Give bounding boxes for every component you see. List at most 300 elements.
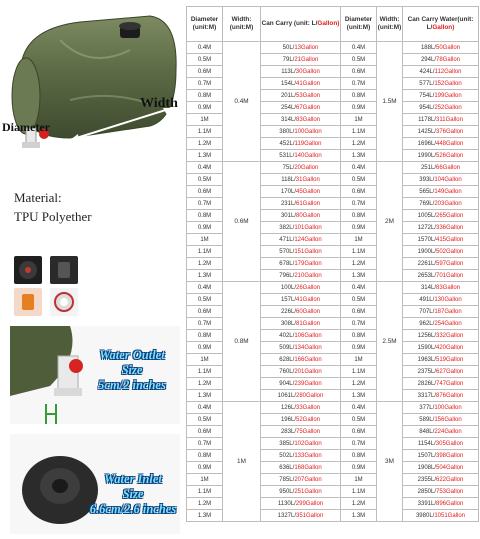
capacity-cell-2: 1507L/398Gallon xyxy=(403,450,479,462)
capacity-cell-2-liters: 707L xyxy=(419,308,433,315)
capacity-cell-liters: 382L xyxy=(279,224,293,231)
outlet-size-label: Water Outlet Size 5cm/2 inches xyxy=(98,348,166,392)
capacity-cell-2-gallons: 747Gallon xyxy=(436,380,464,387)
capacity-cell-liters: 471L xyxy=(279,236,293,243)
capacity-cell-2: 769L/203Gallon xyxy=(403,198,479,210)
diameter-cell-2: 0.6M xyxy=(341,66,377,78)
capacity-cell-gallons: 101Gallon xyxy=(294,224,322,231)
capacity-cell-liters: 254L xyxy=(280,104,295,111)
capacity-cell-2-liters: 577L xyxy=(419,80,433,87)
capacity-cell-2: 1005L/265Gallon xyxy=(403,210,479,222)
capacity-cell: 402L/106Gallon xyxy=(261,330,341,342)
capacity-cell-2-liters: 1696L xyxy=(417,140,435,147)
width-header-2: Width: (unit:M) xyxy=(377,7,403,42)
capacity-cell-2-liters: 314L xyxy=(420,284,435,291)
capacity-cell: 796L/210Gallon xyxy=(261,270,341,282)
diameter-cell-2: 0.6M xyxy=(341,426,377,438)
diameter-cell-2: 0.9M xyxy=(341,462,377,474)
diameter-cell: 1.1M xyxy=(187,126,223,138)
capacity-cell-2: 707L/187Gallon xyxy=(403,306,479,318)
diameter-cell: 1.2M xyxy=(187,378,223,390)
capacity-cell: 1061L/280Gallon xyxy=(261,390,341,402)
capacity-cell-2-liters: 3317L xyxy=(417,392,435,399)
table-row xyxy=(187,402,479,414)
width-cell: 0.6M xyxy=(223,162,261,282)
capacity-cell-gallons: 53Gallon xyxy=(296,92,321,99)
capacity-cell-2-liters: 2826L xyxy=(417,380,435,387)
capacity-cell-2-liters: 294L xyxy=(420,56,435,63)
capacity-cell-liters: 452L xyxy=(279,140,293,147)
capacity-cell-2: 188L/50Gallon xyxy=(403,42,479,54)
capacity-cell-2-liters: 1154L xyxy=(417,440,435,447)
capacity-cell-gallons: 41Gallon xyxy=(296,296,321,303)
diameter-cell-2: 0.7M xyxy=(341,318,377,330)
diameter-cell: 0.9M xyxy=(187,342,223,354)
capacity-cell-2: 1570L/415Gallon xyxy=(403,234,479,246)
diameter-cell: 1.1M xyxy=(187,246,223,258)
width-cell: 0.8M xyxy=(223,282,261,402)
capacity-cell-2-gallons: 519Gallon xyxy=(436,356,464,363)
capacity-cell-liters: 113L xyxy=(281,68,295,75)
diameter-cell-2: 1.1M xyxy=(341,486,377,498)
table-row xyxy=(187,282,479,294)
capacity-cell-gallons: 60Gallon xyxy=(296,308,321,315)
diameter-cell: 1.3M xyxy=(187,150,223,162)
diameter-cell-2: 1.3M xyxy=(341,270,377,282)
capacity-cell-liters: 154L xyxy=(280,80,295,87)
capacity-cell-2: 3391L/896Gallon xyxy=(403,498,479,510)
capacity-cell-2-liters: 491L xyxy=(419,296,433,303)
diameter-cell: 0.4M xyxy=(187,282,223,294)
capacity-cell-2: 2375L/627Gallon xyxy=(403,366,479,378)
capacity-cell-2-gallons: 448Gallon xyxy=(436,140,464,147)
capacity-cell-2-gallons: 627Gallon xyxy=(436,368,464,375)
diameter-cell: 0.5M xyxy=(187,414,223,426)
capacity-cell-2-gallons: 896Gallon xyxy=(436,500,464,507)
capacity-cell-2: 3317L/876Gallon xyxy=(403,390,479,402)
width-cell: 1M xyxy=(223,402,261,522)
capacity-cell-2-gallons: 1051Gallon xyxy=(434,512,466,519)
capacity-cell-2-gallons: 112Gallon xyxy=(434,68,462,75)
diameter-cell-2: 0.8M xyxy=(341,210,377,222)
diameter-cell: 1.3M xyxy=(187,510,223,522)
capacity-cell-2-gallons: 252Gallon xyxy=(434,104,462,111)
capacity-cell-liters: 226L xyxy=(280,308,295,315)
capacity-cell: 196L/52Gallon xyxy=(261,414,341,426)
capacity-cell-liters: 196L xyxy=(280,416,295,423)
capacity-cell-gallons: 20Gallon xyxy=(294,164,319,171)
capacity-cell-2: 2261L/597Gallon xyxy=(403,258,479,270)
capacity-cell-2-liters: 1507L xyxy=(417,452,435,459)
width-cell-2: 2M xyxy=(377,162,403,282)
diameter-cell-2: 0.7M xyxy=(341,198,377,210)
capacity-cell-2-liters: 589L xyxy=(419,416,433,423)
capacity-cell-liters: 283L xyxy=(280,428,295,435)
capacity-cell-2-gallons: 78Gallon xyxy=(436,56,461,63)
capacity-cell-liters: 201L xyxy=(280,92,295,99)
capacity-cell-gallons: 134Gallon xyxy=(294,344,322,351)
diameter-header-2: Diameter (unit:M) xyxy=(341,7,377,42)
diameter-cell: 0.4M xyxy=(187,162,223,174)
capacity-cell-2-liters: 1272L xyxy=(417,224,435,231)
capacity-cell: 126L/33Gallon xyxy=(261,402,341,414)
diameter-cell-2: 0.5M xyxy=(341,414,377,426)
capacity-cell: 452L/119Gallon xyxy=(261,138,341,150)
capacity-cell-liters: 570L xyxy=(279,248,293,255)
capacity-cell: 904L/239Gallon xyxy=(261,378,341,390)
capacity-cell-gallons: 26Gallon xyxy=(296,284,321,291)
capacity-cell: 471L/124Gallon xyxy=(261,234,341,246)
diameter-cell-2: 0.9M xyxy=(341,222,377,234)
capacity-cell-2-gallons: 305Gallon xyxy=(435,440,464,447)
diameter-cell-2: 0.4M xyxy=(341,282,377,294)
capacity-cell-gallons: 81Gallon xyxy=(296,320,321,327)
capacity-cell-gallons: 67Gallon xyxy=(296,104,321,111)
capacity-cell-liters: 904L xyxy=(279,380,293,387)
capacity-cell-gallons: 13Gallon xyxy=(294,44,319,51)
capacity-cell-2-gallons: 50Gallon xyxy=(436,44,461,51)
capacity-cell-2-liters: 2355L xyxy=(417,476,435,483)
diameter-cell: 0.9M xyxy=(187,462,223,474)
capacity-cell-2-gallons: 130Gallon xyxy=(434,296,462,303)
capacity-cell-gallons: 61Gallon xyxy=(296,200,321,207)
diameter-cell-2: 1.3M xyxy=(341,150,377,162)
capacity-cell-gallons: 151Gallon xyxy=(294,248,322,255)
capacity-header: Can Carry (unit: L/Gallon) xyxy=(261,7,341,42)
capacity-cell-2-liters: 1256L xyxy=(417,332,435,339)
diameter-cell-2: 1.2M xyxy=(341,498,377,510)
capacity-cell-2: 962L/254Gallon xyxy=(403,318,479,330)
capacity-cell-2-liters: 1178L xyxy=(418,116,435,123)
capacity-cell-2-gallons: 187Gallon xyxy=(434,308,462,315)
diameter-cell-2: 0.5M xyxy=(341,174,377,186)
capacity-cell-2: 3980L/1051Gallon xyxy=(403,510,479,522)
capacity-cell-gallons: 201Gallon xyxy=(294,368,322,375)
capacity-cell-2-liters: 565L xyxy=(419,188,433,195)
capacity-header-2: Can Carry Water(unit: L/Gallon) xyxy=(403,7,479,42)
capacity-cell-liters: 157L xyxy=(280,296,295,303)
diameter-cell-2: 0.9M xyxy=(341,102,377,114)
diameter-cell-2: 1.2M xyxy=(341,378,377,390)
width-cell-2: 3M xyxy=(377,402,403,522)
diameter-cell: 0.8M xyxy=(187,90,223,102)
cap-thumbnail xyxy=(14,256,42,284)
water-tank-drawing xyxy=(0,0,184,168)
capacity-cell-2: 314L/83Gallon xyxy=(403,282,479,294)
capacity-cell-2: 1990L/526Gallon xyxy=(403,150,479,162)
capacity-cell-2-liters: 848L xyxy=(419,428,433,435)
capacity-cell-gallons: 83Gallon xyxy=(296,116,321,123)
capacity-cell-2-gallons: 622Gallon xyxy=(436,476,464,483)
capacity-cell-2-gallons: 502Gallon xyxy=(436,248,464,255)
diameter-cell: 0.7M xyxy=(187,318,223,330)
capacity-cell-2-gallons: 311Gallon xyxy=(436,116,463,123)
capacity-cell-2-gallons: 66Gallon xyxy=(436,164,461,171)
capacity-cell: 314L/83Gallon xyxy=(261,114,341,126)
capacity-cell-gallons: 140Gallon xyxy=(294,152,322,159)
width-cell-2: 2.5M xyxy=(377,282,403,402)
capacity-cell: 636L/168Gallon xyxy=(261,462,341,474)
capacity-cell: 1327L/351Gallon xyxy=(261,510,341,522)
capacity-cell: 950L/251Gallon xyxy=(261,486,341,498)
capacity-cell-2-gallons: 224Gallon xyxy=(434,428,462,435)
diameter-cell-2: 0.7M xyxy=(341,78,377,90)
capacity-cell-liters: 760L xyxy=(279,368,293,375)
capacity-cell-2: 589L/156Gallon xyxy=(403,414,479,426)
diameter-cell: 1.1M xyxy=(187,366,223,378)
diameter-cell-2: 0.6M xyxy=(341,186,377,198)
diameter-cell: 0.5M xyxy=(187,54,223,66)
capacity-cell: 201L/53Gallon xyxy=(261,90,341,102)
capacity-table xyxy=(186,6,479,522)
diameter-cell-2: 1M xyxy=(341,234,377,246)
capacity-cell: 760L/201Gallon xyxy=(261,366,341,378)
capacity-cell-2: 1154L/305Gallon xyxy=(403,438,479,450)
capacity-cell: 157L/41Gallon xyxy=(261,294,341,306)
capacity-cell-2-liters: 2375L xyxy=(417,368,435,375)
diameter-cell: 0.5M xyxy=(187,174,223,186)
capacity-cell-2-gallons: 156Gallon xyxy=(434,416,462,423)
capacity-cell-liters: 628L xyxy=(279,356,293,363)
capacity-cell-gallons: 207Gallon xyxy=(294,476,322,483)
capacity-cell: 50L/13Gallon xyxy=(261,42,341,54)
diameter-cell: 0.9M xyxy=(187,222,223,234)
capacity-cell-2-liters: 1908L xyxy=(417,464,435,471)
capacity-cell-2: 1590L/420Gallon xyxy=(403,342,479,354)
diameter-cell: 1.1M xyxy=(187,486,223,498)
capacity-cell-liters: 678L xyxy=(279,260,293,267)
capacity-cell-2-gallons: 152Gallon xyxy=(434,80,462,87)
capacity-cell-2: 424L/112Gallon xyxy=(403,66,479,78)
capacity-cell-2-gallons: 199Gallon xyxy=(434,92,462,99)
capacity-cell-2: 2850L/753Gallon xyxy=(403,486,479,498)
capacity-cell-2-liters: 3391L xyxy=(417,500,435,507)
capacity-cell-2-liters: 1590L xyxy=(417,344,435,351)
capacity-cell-liters: 380L xyxy=(279,128,293,135)
capacity-cell-2: 1272L/336Gallon xyxy=(403,222,479,234)
capacity-cell-gallons: 251Gallon xyxy=(294,488,322,495)
capacity-cell-liters: 502L xyxy=(279,452,293,459)
capacity-cell-2: 1178L/311Gallon xyxy=(403,114,479,126)
capacity-cell-2-liters: 3980L xyxy=(415,512,433,519)
capacity-cell: 570L/151Gallon xyxy=(261,246,341,258)
capacity-cell-2: 294L/78Gallon xyxy=(403,54,479,66)
capacity-cell-liters: 785L xyxy=(279,476,293,483)
capacity-cell-2: 2355L/622Gallon xyxy=(403,474,479,486)
capacity-cell-2-liters: 2850L xyxy=(417,488,435,495)
diameter-label: Diameter xyxy=(2,120,50,134)
capacity-cell-2-gallons: 149Gallon xyxy=(434,188,462,195)
capacity-cell-2: 1963L/519Gallon xyxy=(403,354,479,366)
capacity-cell-gallons: 119Gallon xyxy=(294,140,322,147)
diameter-cell: 0.8M xyxy=(187,450,223,462)
diameter-cell: 0.7M xyxy=(187,438,223,450)
product-illustration-panel xyxy=(0,0,184,538)
capacity-cell-liters: 170L xyxy=(280,188,295,195)
capacity-cell: 385L/102Gallon xyxy=(261,438,341,450)
capacity-cell-2: 393L/104Gallon xyxy=(403,174,479,186)
capacity-cell-2-gallons: 597Gallon xyxy=(436,260,464,267)
diameter-cell-2: 0.4M xyxy=(341,162,377,174)
capacity-cell-2-gallons: 876Gallon xyxy=(436,392,464,399)
capacity-cell-gallons: 30Gallon xyxy=(295,68,320,75)
water-tank-image xyxy=(0,0,184,168)
diameter-cell-2: 0.5M xyxy=(341,294,377,306)
capacity-cell-2: 251L/66Gallon xyxy=(403,162,479,174)
capacity-cell-2-gallons: 104Gallon xyxy=(434,176,462,183)
capacity-cell-liters: 126L xyxy=(280,404,295,411)
capacity-cell-liters: 402L xyxy=(279,332,293,339)
width-cell: 0.4M xyxy=(223,42,261,162)
diameter-cell-2: 1M xyxy=(341,354,377,366)
diameter-cell: 0.8M xyxy=(187,210,223,222)
diameter-cell: 1.3M xyxy=(187,270,223,282)
capacity-cell-2: 1696L/448Gallon xyxy=(403,138,479,150)
capacity-cell-2-gallons: 420Gallon xyxy=(436,344,464,351)
capacity-cell-2: 848L/224Gallon xyxy=(403,426,479,438)
capacity-cell-gallons: 102Gallon xyxy=(294,440,322,447)
capacity-cell-liters: 301L xyxy=(280,212,295,219)
diameter-cell-2: 0.6M xyxy=(341,306,377,318)
diameter-cell-2: 0.8M xyxy=(341,450,377,462)
capacity-cell-2-liters: 251L xyxy=(420,164,435,171)
capacity-cell-2-gallons: 336Gallon xyxy=(436,224,464,231)
capacity-cell-liters: 231L xyxy=(280,200,295,207)
diameter-cell: 1M xyxy=(187,234,223,246)
capacity-cell-liters: 308L xyxy=(280,320,295,327)
capacity-cell-2-liters: 1963L xyxy=(417,356,435,363)
diameter-cell: 1M xyxy=(187,474,223,486)
capacity-cell: 678L/179Gallon xyxy=(261,258,341,270)
capacity-cell-gallons: 133Gallon xyxy=(294,452,322,459)
capacity-cell: 502L/133Gallon xyxy=(261,450,341,462)
capacity-cell-2-gallons: 753Gallon xyxy=(436,488,464,495)
width-label: Width xyxy=(140,96,178,111)
capacity-cell-liters: 100L xyxy=(280,284,295,291)
inlet-size-label: Water Inlet Size 6.6cm/2.6 inches xyxy=(89,472,177,516)
diameter-cell: 0.4M xyxy=(187,402,223,414)
width-cell-2: 1.5M xyxy=(377,42,403,162)
capacity-cell: 100L/26Gallon xyxy=(261,282,341,294)
capacity-cell-gallons: 239Gallon xyxy=(294,380,322,387)
diameter-cell-2: 1.1M xyxy=(341,366,377,378)
capacity-cell-2-gallons: 265Gallon xyxy=(436,212,464,219)
diameter-cell: 1M xyxy=(187,354,223,366)
capacity-cell-2-gallons: 254Gallon xyxy=(434,320,462,327)
capacity-cell-2-gallons: 415Gallon xyxy=(436,236,464,243)
capacity-cell-gallons: 280Gallon xyxy=(296,392,324,399)
capacity-cell-2: 754L/199Gallon xyxy=(403,90,479,102)
diameter-cell-2: 0.8M xyxy=(341,330,377,342)
diameter-cell: 0.9M xyxy=(187,102,223,114)
capacity-cell-gallons: 31Gallon xyxy=(295,176,320,183)
capacity-cell-gallons: 299Gallon xyxy=(295,500,324,507)
capacity-cell-gallons: 166Gallon xyxy=(294,356,322,363)
capacity-cell-liters: 531L xyxy=(279,152,293,159)
diameter-cell: 0.7M xyxy=(187,198,223,210)
diameter-cell-2: 1.2M xyxy=(341,138,377,150)
capacity-cell-2-gallons: 83Gallon xyxy=(436,284,461,291)
diameter-cell: 0.7M xyxy=(187,78,223,90)
capacity-cell: 301L/80Gallon xyxy=(261,210,341,222)
table-row xyxy=(187,162,479,174)
diameter-header: Diameter (unit:M) xyxy=(187,7,223,42)
table-body xyxy=(187,42,479,522)
capacity-cell-2-liters: 377L xyxy=(419,404,433,411)
diameter-cell: 1.3M xyxy=(187,390,223,402)
capacity-cell-gallons: 100Gallon xyxy=(294,128,322,135)
capacity-cell-2-gallons: 398Gallon xyxy=(436,452,464,459)
table-header-row xyxy=(187,7,479,42)
capacity-cell-2-liters: 962L xyxy=(419,320,433,327)
diameter-cell: 1.2M xyxy=(187,138,223,150)
capacity-cell-gallons: 33Gallon xyxy=(296,404,321,411)
diameter-cell-2: 1M xyxy=(341,474,377,486)
capacity-cell: 628L/166Gallon xyxy=(261,354,341,366)
diameter-cell: 0.6M xyxy=(187,306,223,318)
capacity-cell: 170L/45Gallon xyxy=(261,186,341,198)
capacity-cell-gallons: 106Gallon xyxy=(294,332,322,339)
capacity-cell-2: 377L/100Gallon xyxy=(403,402,479,414)
capacity-cell-2-liters: 424L xyxy=(419,68,433,75)
diameter-cell: 1.2M xyxy=(187,498,223,510)
capacity-cell-liters: 314L xyxy=(280,116,295,123)
capacity-cell: 113L/30Gallon xyxy=(261,66,341,78)
capacity-cell-2-liters: 769L xyxy=(419,200,433,207)
capacity-cell: 531L/140Gallon xyxy=(261,150,341,162)
capacity-cell-2-liters: 393L xyxy=(419,176,433,183)
capacity-cell: 79L/21Gallon xyxy=(261,54,341,66)
capacity-cell-2-gallons: 526Gallon xyxy=(436,152,464,159)
capacity-cell-2: 2653L/701Gallon xyxy=(403,270,479,282)
capacity-cell: 226L/60Gallon xyxy=(261,306,341,318)
diameter-cell-2: 0.5M xyxy=(341,54,377,66)
capacity-cell-2: 577L/152Gallon xyxy=(403,78,479,90)
fitting-thumbnail xyxy=(14,288,42,316)
capacity-cell-gallons: 168Gallon xyxy=(294,464,322,471)
capacity-cell-liters: 385L xyxy=(279,440,293,447)
capacity-cell-gallons: 124Gallon xyxy=(294,236,322,243)
capacity-cell: 283L/75Gallon xyxy=(261,426,341,438)
capacity-cell: 254L/67Gallon xyxy=(261,102,341,114)
capacity-cell-2-liters: 1425L xyxy=(417,128,435,135)
capacity-cell-2: 1256L/332Gallon xyxy=(403,330,479,342)
cap-side-thumbnail xyxy=(50,256,78,284)
water-outlet-photo xyxy=(10,326,180,424)
diameter-cell: 1.2M xyxy=(187,258,223,270)
diameter-cell: 0.6M xyxy=(187,186,223,198)
capacity-cell: 75L/20Gallon xyxy=(261,162,341,174)
capacity-cell-2-gallons: 100Gallon xyxy=(434,404,462,411)
capacity-cell-2: 2826L/747Gallon xyxy=(403,378,479,390)
diameter-cell: 0.5M xyxy=(187,294,223,306)
capacity-cell-2-gallons: 332Gallon xyxy=(436,332,464,339)
capacity-cell-2-gallons: 376Gallon xyxy=(436,128,464,135)
diameter-cell-2: 1.3M xyxy=(341,510,377,522)
capacity-cell-liters: 796L xyxy=(279,272,293,279)
diameter-cell-2: 0.8M xyxy=(341,90,377,102)
material-heading: Material: xyxy=(14,190,62,205)
material-text xyxy=(14,188,92,226)
ring-thumbnail xyxy=(50,288,78,316)
diameter-cell-2: 0.7M xyxy=(341,438,377,450)
capacity-cell-liters: 50L xyxy=(282,44,293,51)
capacity-cell-2: 954L/252Gallon xyxy=(403,102,479,114)
capacity-cell-liters: 509L xyxy=(279,344,293,351)
capacity-cell-2-gallons: 504Gallon xyxy=(436,464,464,471)
capacity-cell: 154L/41Gallon xyxy=(261,78,341,90)
capacity-cell-2-liters: 1900L xyxy=(417,248,435,255)
